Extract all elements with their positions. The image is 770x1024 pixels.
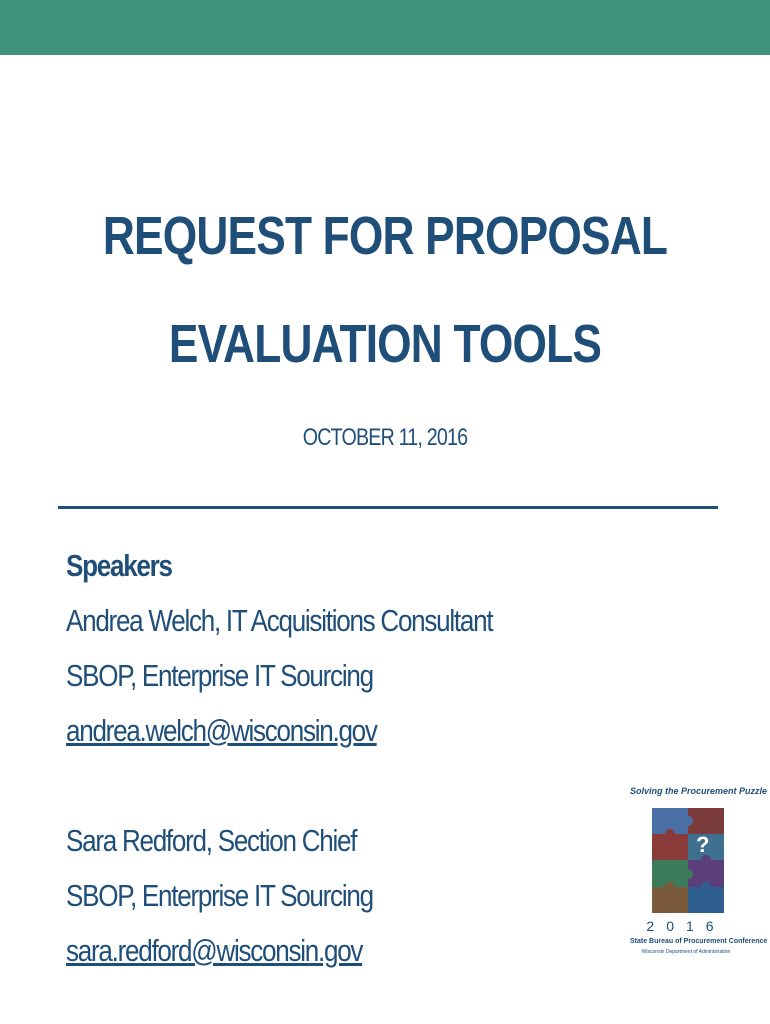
speakers-section: [66, 538, 536, 978]
speaker-1-name: Andrea Welch, IT Acquisitions Consultant: [66, 603, 493, 638]
header-bar: [0, 0, 770, 55]
logo-year: 2016: [646, 918, 726, 934]
logo-conference: State Bureau of Procurement Conference: [630, 938, 768, 945]
speaker-1-org: SBOP, Enterprise IT Sourcing: [66, 658, 373, 693]
speaker-2-org: SBOP, Enterprise IT Sourcing: [66, 878, 373, 913]
svg-text:?: ?: [696, 832, 710, 857]
speakers-heading: Speakers: [66, 548, 172, 583]
speaker-2-email-link[interactable]: sara.redford@wisconsin.gov: [66, 933, 363, 968]
conference-logo: [630, 786, 768, 966]
title-line-1: REQUEST FOR PROPOSAL: [102, 206, 668, 266]
speaker-1-email-link[interactable]: andrea.welch@wisconsin.gov: [66, 713, 377, 748]
puzzle-icon: [652, 808, 724, 913]
presentation-date: OCTOBER 11, 2016: [302, 424, 468, 451]
title-line-2: EVALUATION TOOLS: [168, 314, 602, 374]
logo-department: Wisconsin Department of Administration: [641, 949, 731, 955]
speaker-2-name: Sara Redford, Section Chief: [66, 823, 357, 858]
divider: [58, 506, 718, 509]
logo-tagline: Solving the Procurement Puzzle: [630, 786, 768, 796]
page-title: [69, 182, 700, 398]
